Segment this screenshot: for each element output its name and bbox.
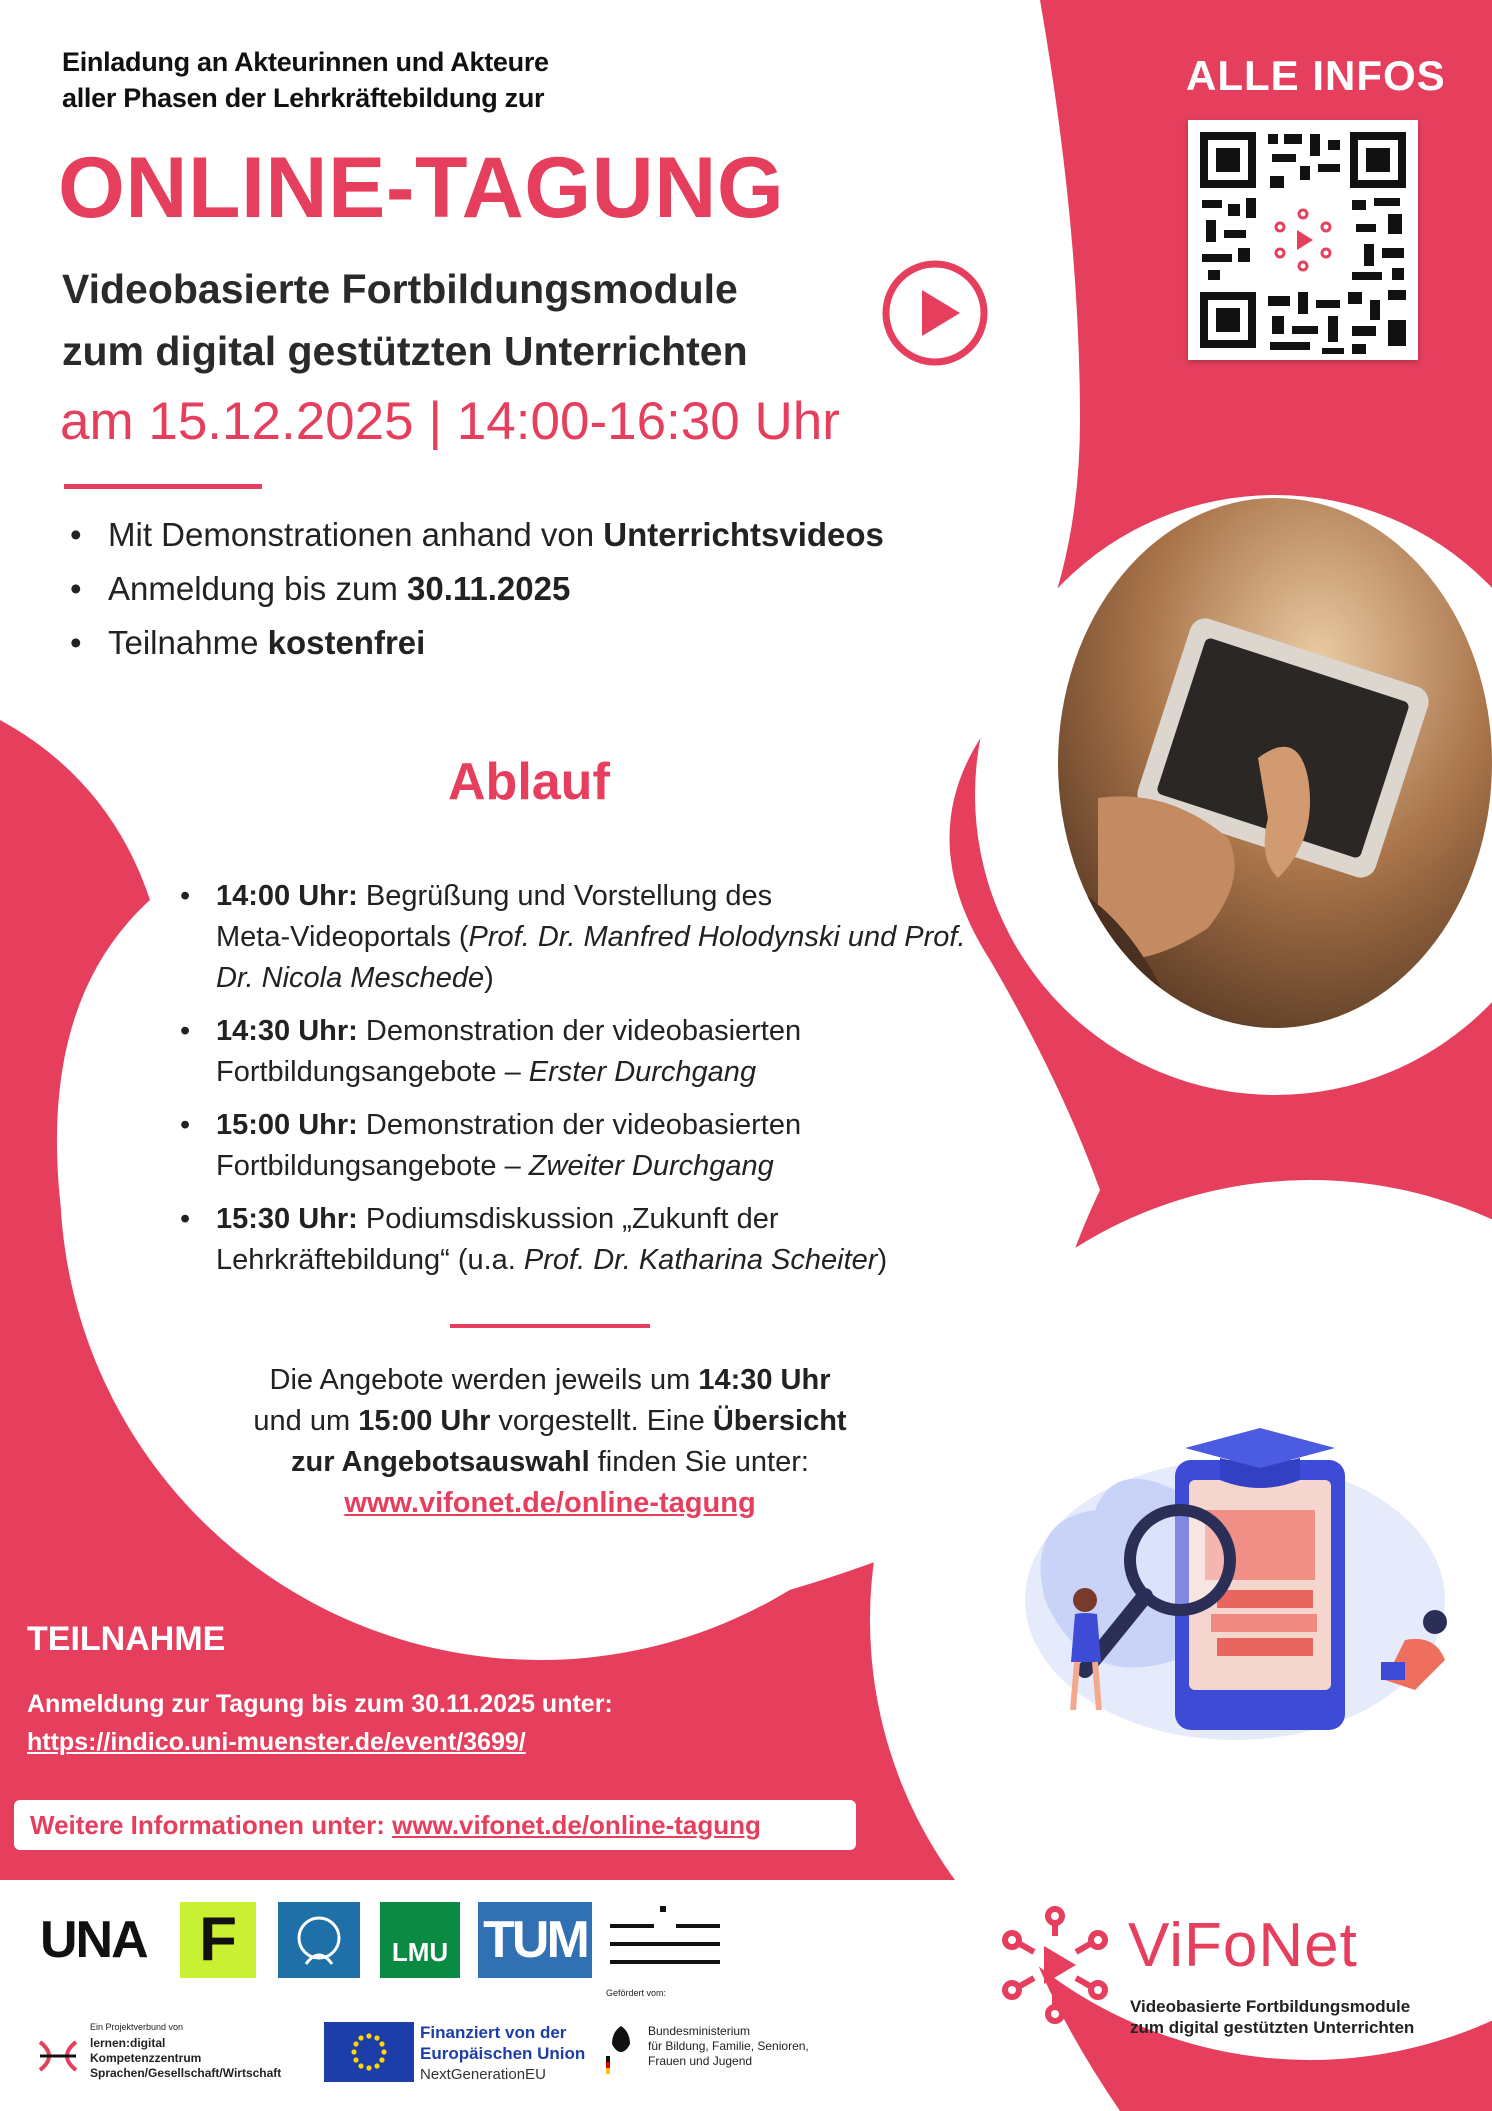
tablet-photo [1058,498,1492,1028]
teilnahme-heading: TEILNAHME [27,1620,226,1658]
federal-eagle-icon [606,2022,636,2074]
schedule-list [180,876,980,1293]
registration-link[interactable]: https://indico.uni-muenster.de/event/3699/ [27,1728,526,1756]
teilnahme-text [27,1685,613,1761]
subtitle-line-2: zum digital gestützten Unterrichten [62,328,748,374]
overview-link[interactable]: www.vifonet.de/online-tagung [344,1487,756,1519]
goethe-university-logo [278,1902,360,1978]
intro-line-2: aller Phasen der Lehrkräftebildung zur [62,83,545,113]
schedule-item: • 14:00 Uhr: Begrüßung und Vorstellung des Meta-Videoportals (Prof. Dr. Manfred Holodynski und Prof. Dr. Nicola Meschede) [180,876,980,999]
schedule-item: • 15:00 Uhr: Demonstration der videobasierten Fortbildungsangebote – Zweiter Durchgang [180,1105,980,1187]
tum-logo: TUM [478,1902,592,1978]
eu-text: Finanziert von der Europäischen Union NextGenerationEU [420,2023,586,2083]
schedule-item: • 15:30 Uhr: Podiumsdiskussion „Zukunft der Lehrkräftebildung“ (u.a. Prof. Dr. Katharina Scheiter) [180,1199,980,1281]
list-item: • Mit Demonstrationen anhand von Unterrichtsvideos [70,508,884,562]
una-logo: UNA [40,1911,147,1969]
vifonet-tagline: Videobasierte Fortbildungsmodule zum digital gestützten Unterrichten [1130,1997,1415,2037]
play-icon [880,258,990,368]
lernen-digital-icon [36,2036,80,2076]
further-info-label: Weitere Informationen unter: [30,1810,393,1840]
qr-code[interactable] [1188,120,1418,360]
education-illustration [1005,1400,1465,1760]
subtitle [62,258,882,382]
further-info-box [14,1800,856,1850]
vifonet-wordmark: ViFoNet [1128,1911,1358,1980]
teilnahme-line: Anmeldung zur Tagung bis zum 30.11.2025 unter: [27,1690,613,1718]
lmu-logo: LMU [380,1902,460,1978]
eu-flag-icon [324,2022,414,2082]
highlight-list [70,508,884,670]
verbund-text: lernen:digital Kompetenzzentrum Sprachen/Gesellschaft/Wirtschaft [90,2036,282,2080]
list-item: • Anmeldung bis zum 30.11.2025 [70,562,884,616]
divider [64,484,262,489]
list-item: • Teilnahme kostenfrei [70,616,884,670]
divider [450,1324,650,1328]
ablauf-heading: Ablauf [448,753,610,811]
f-logo: F [180,1902,256,1978]
subtitle-line-1: Videobasierte Fortbildungsmodule [62,266,738,312]
page-title: ONLINE-TAGUNG [58,140,785,236]
vifonet-logo-icon [990,1900,1120,2030]
offer-info: Die Angebote werden jeweils um 14:30 Uhr und um 15:00 Uhr vorgestellt. Eine Übersicht zur Angebotsauswahl finden Sie unter: www.vifonet.de/online-tagung [253,1364,847,1519]
event-date: am 15.12.2025 | 14:00-16:30 Uhr [60,392,840,451]
infos-heading: ALLE INFOS [1186,52,1446,99]
intro-text [62,44,549,116]
gefoerdert-label: Gefördert vom: [606,1988,667,1998]
ministry-text: Bundesministerium für Bildung, Familie, Senioren, Frauen und Jugend [648,2024,809,2068]
further-info-link[interactable]: www.vifonet.de/online-tagung [392,1810,761,1840]
verbund-small: Ein Projektverbund von [90,2022,184,2032]
university-logo-lines [610,1902,720,1978]
schedule-item: • 14:30 Uhr: Demonstration der videobasierten Fortbildungsangebote – Erster Durchgang [180,1011,980,1093]
intro-line-1: Einladung an Akteurinnen und Akteure [62,47,549,77]
